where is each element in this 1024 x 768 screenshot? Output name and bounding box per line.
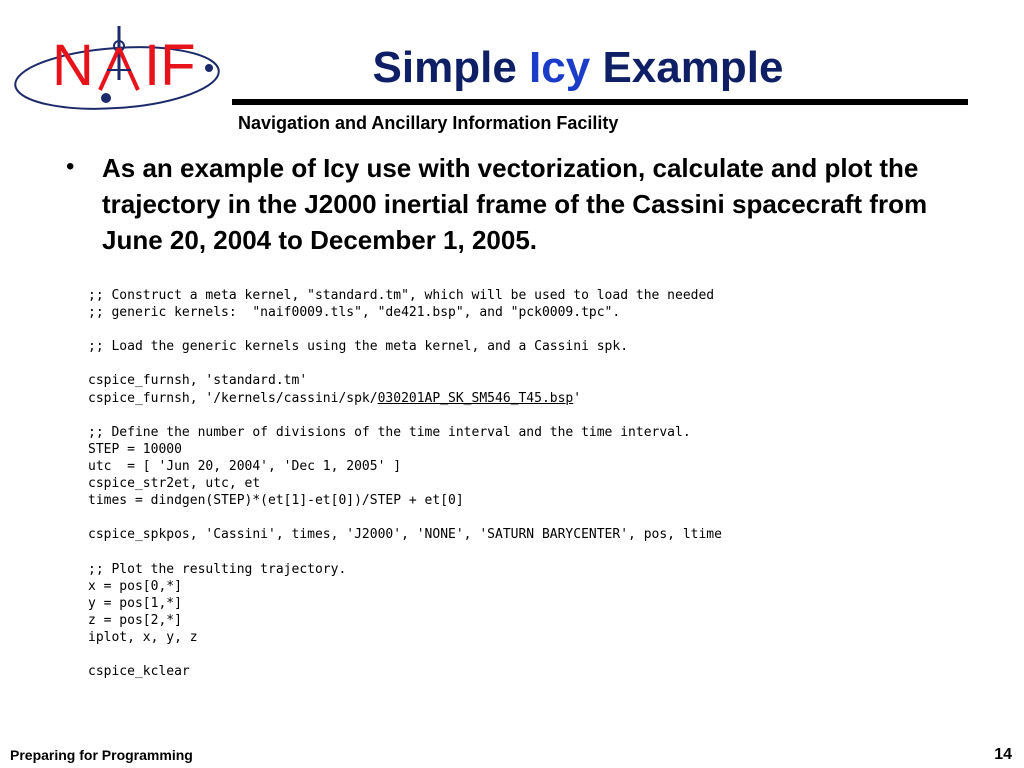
title-part-icy: Icy	[529, 43, 591, 92]
footer-section-title: Preparing for Programming	[10, 747, 193, 763]
logo-letter-n: N	[52, 33, 94, 98]
code-line: ;; Construct a meta kernel, "standard.tm", which will be used to load the needed	[88, 288, 715, 303]
code-line	[88, 407, 722, 424]
code-line	[88, 543, 722, 560]
code-block	[88, 287, 722, 680]
code-line: cspice_furnsh, 'standard.tm'	[88, 373, 308, 389]
logo-planet-dot	[101, 93, 111, 103]
code-line: cspice_str2et, utc, et	[88, 476, 261, 492]
code-line: cspice_kclear	[88, 664, 190, 680]
code-line: times = dindgen(STEP)*(et[1]-et[0])/STEP + et[0]	[88, 493, 464, 509]
code-segment: '	[573, 390, 582, 406]
title-part-example: Example	[590, 43, 784, 92]
code-line: utc = [ 'Jun 20, 2004', 'Dec 1, 2005' ]	[88, 458, 402, 474]
header-subtitle: Navigation and Ancillary Information Facility	[238, 113, 619, 133]
naif-logo	[12, 18, 232, 110]
code-line	[88, 355, 722, 372]
code-line: STEP = 10000	[88, 441, 182, 457]
bullet-text: As an example of Icy use with vectorization, calculate and plot the trajectory in the J2000 inertial frame of the Cassini spacecraft from June 20, 2004 to December 1, 2005.	[102, 153, 928, 255]
spk-filename-link[interactable]: 030201AP_SK_SM546_T45.bsp	[377, 390, 574, 406]
code-line: cspice_spkpos, 'Cassini', times, 'J2000', 'NONE', 'SATURN BARYCENTER', pos, ltime	[88, 527, 722, 543]
code-line: y = pos[1,*]	[88, 595, 182, 611]
code-line	[88, 646, 722, 663]
code-line: ;; Define the number of divisions of the time interval and the time interval.	[88, 424, 691, 440]
page-number: 14	[994, 746, 1012, 763]
code-line: ;; Load the generic kernels using the meta kernel, and a Cassini spk.	[88, 339, 629, 355]
title-part-simple: Simple	[372, 43, 530, 92]
logo-letters-if: IF	[144, 33, 196, 98]
page-title	[232, 40, 924, 96]
code-line	[88, 509, 722, 526]
code-line: iplot, x, y, z	[88, 629, 198, 645]
code-line: ;; generic kernels: "naif0009.tls", "de421.bsp", and "pck0009.tpc".	[88, 305, 621, 321]
bullet-marker: •	[66, 153, 75, 180]
code-line: x = pos[0,*]	[88, 578, 182, 594]
code-line: ;; Plot the resulting trajectory.	[88, 561, 347, 577]
header-divider	[232, 99, 968, 105]
code-line: z = pos[2,*]	[88, 612, 182, 628]
code-line	[88, 390, 722, 407]
code-line	[88, 321, 722, 338]
code-segment: cspice_furnsh, '/kernels/cassini/spk/	[88, 390, 378, 406]
logo-moon-dot	[205, 64, 213, 72]
